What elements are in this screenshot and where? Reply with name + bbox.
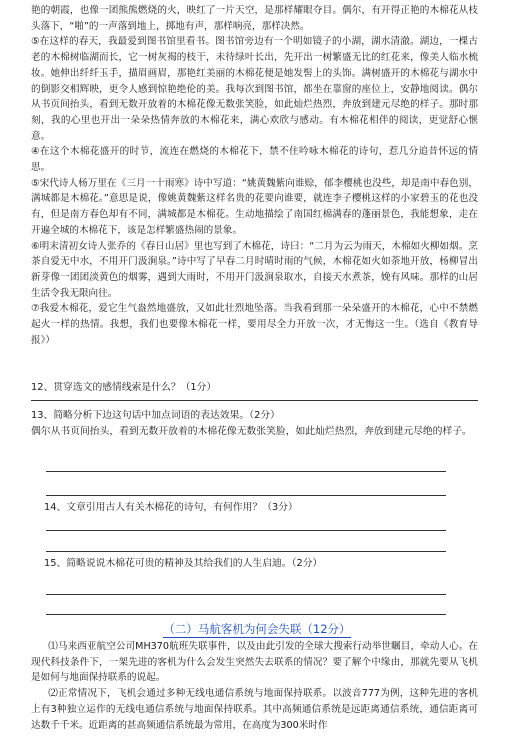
question-13 xyxy=(31,408,478,439)
question-15 xyxy=(44,556,474,572)
question-text: 15、简略说说木棉花可贵的精神及其给我们的人生启迪。（2分） xyxy=(44,558,323,569)
second-passage xyxy=(31,639,478,733)
passage-paragraph: ④在这个木棉花盛开的时节，流连在燃烧的木棉花下，禁不住吟咏木棉花的诗句，惹几分追昔怀远的情思。 xyxy=(31,146,478,174)
answer-line[interactable] xyxy=(46,495,446,496)
passage-paragraph: ⑴马来西亚航空公司MH370航班失联事件，以及由此引发的全球大搜索行动举世瞩目，牵动人心。在现代科技条件下，一架先进的客机为什么会发生突然失去联系的情况？要了解个中缘由，那就先要从飞机是如何与地面保持联系的说起。 xyxy=(31,641,478,684)
answer-line[interactable] xyxy=(31,400,478,401)
question-text: 14、文章引用古人有关木棉花的诗句，有何作用？（3分） xyxy=(44,502,298,513)
answer-line[interactable] xyxy=(46,614,446,615)
answer-line[interactable] xyxy=(46,471,446,472)
section-title xyxy=(0,621,514,637)
answer-line[interactable] xyxy=(46,551,446,552)
passage-paragraph: ⑥明末清初女诗人张乔的《春日山居》里也写到了木棉花，诗曰：“二月为云为雨天，木棉如火柳如烟。烹茶自爱无中水，不用开门汲涧泉。”诗中写了早春二月时晴时雨的气候，木棉花如火如荼地开放，杨柳冒出新芽像一团团淡黄色的烟雾，遇到大雨时，不用开门汲涧泉取水，自接天水煮茶，娩有风味。那样的山居生活令我无限向往。 xyxy=(31,240,478,299)
answer-line[interactable] xyxy=(46,594,446,595)
passage-paragraph: ⑤宋代诗人杨万里在《三月一十雨寒》诗中写道：“姚黄魏紫向谁赊，郁李樱桃也没些，却是南中春色别，满城都是木棉花。”意思是说，像姚黄魏紫这样名贵的花要向谁要，就连李子樱桃这样的小家碧玉的花也没有，但是南方春色却有不同，满城都是木棉花。生动地描绘了南国红棉满春的蓬丽景色，我能想象，走在开遍全城的木棉花下，该是怎样繁盛热闹的景象。 xyxy=(31,177,478,236)
passage-paragraph: ⑤在这样的春天，我最爱到图书馆里看书。图书馆旁边有一个明如镜子的小湖，湖水清澈。湖边，一棵古老的木棉树临湖而长，它一树灰褐的枝干，未待绿叶长出，先开出一树繁盛无比的红花来，像美人临水梳妆。她伸出纤纤玉手，描眉画眉，那艳红美丽的木棉花便是她发髻上的头饰。满树盛开的木棉花与湖水中的倒影交相辉映，更令人感到惊艳绝伦的美。我每次到图书馆，都坐在靠窗的座位上，安静地阅读。偶尔从书页间抬头，看到无数开放着的木棉花像无数张笑脸，如此灿烂热烈，奔放到建元尽绝的样子。那时那刻，我的心里也开出一朵朵热情奔放的木棉花来，满心欢欣与感动。有木棉花相伴的阅读，更觉舒心惬意。 xyxy=(31,36,478,142)
passage-paragraph: ⑵正常情况下，飞机会通过多种无线电通信系统与地面保持联系。以波音777为例，这种先进的客机上有3种独立运作的无线电通信系统与地面保持联系。其中高频通信系统是远距离通信系统，通信距离可达数千千米。近距离的甚高频通信系统最为常用，在高度为300米时作 xyxy=(31,688,478,731)
question-text: 13、简略分析下边这句话中加点词语的表达效果。（2分） xyxy=(31,410,280,421)
passage-paragraph: ⑦我爱木棉花，爱它生气盎然地盛放，又如此壮烈地坠落。当我看到那一朵朵盛开的木棉花，心中不禁燃起火一样的热情。我想，我们也要像木棉花一样，要用尽全力开放一次，才无悔这一生。（选自《教育导报》） xyxy=(31,303,478,346)
passage-paragraph: 艳的朝霞，也像一团熊熊燃烧的火，映红了一片天空，是那样耀眼夺目。偶尔，有开得正艳的木棉花从枝头落下，“啪”的一声落到地上，掷地有声，那样响亮，那样决然。 xyxy=(31,5,478,32)
question-text: 12、贯穿选文的感情线索是什么？（1分） xyxy=(31,382,217,393)
section-title-text: （二）马航客机为何会失联（12分） xyxy=(163,622,351,636)
question-14 xyxy=(44,500,474,516)
answer-line[interactable] xyxy=(46,530,446,531)
question-quote: 偶尔从书页间抬头，看到无数开放着的木棉花像无数张笑脸，如此灿烂热烈，奔放到建元尽绝的样子。 xyxy=(31,425,472,437)
reading-passage xyxy=(31,3,478,348)
question-12 xyxy=(31,380,478,396)
